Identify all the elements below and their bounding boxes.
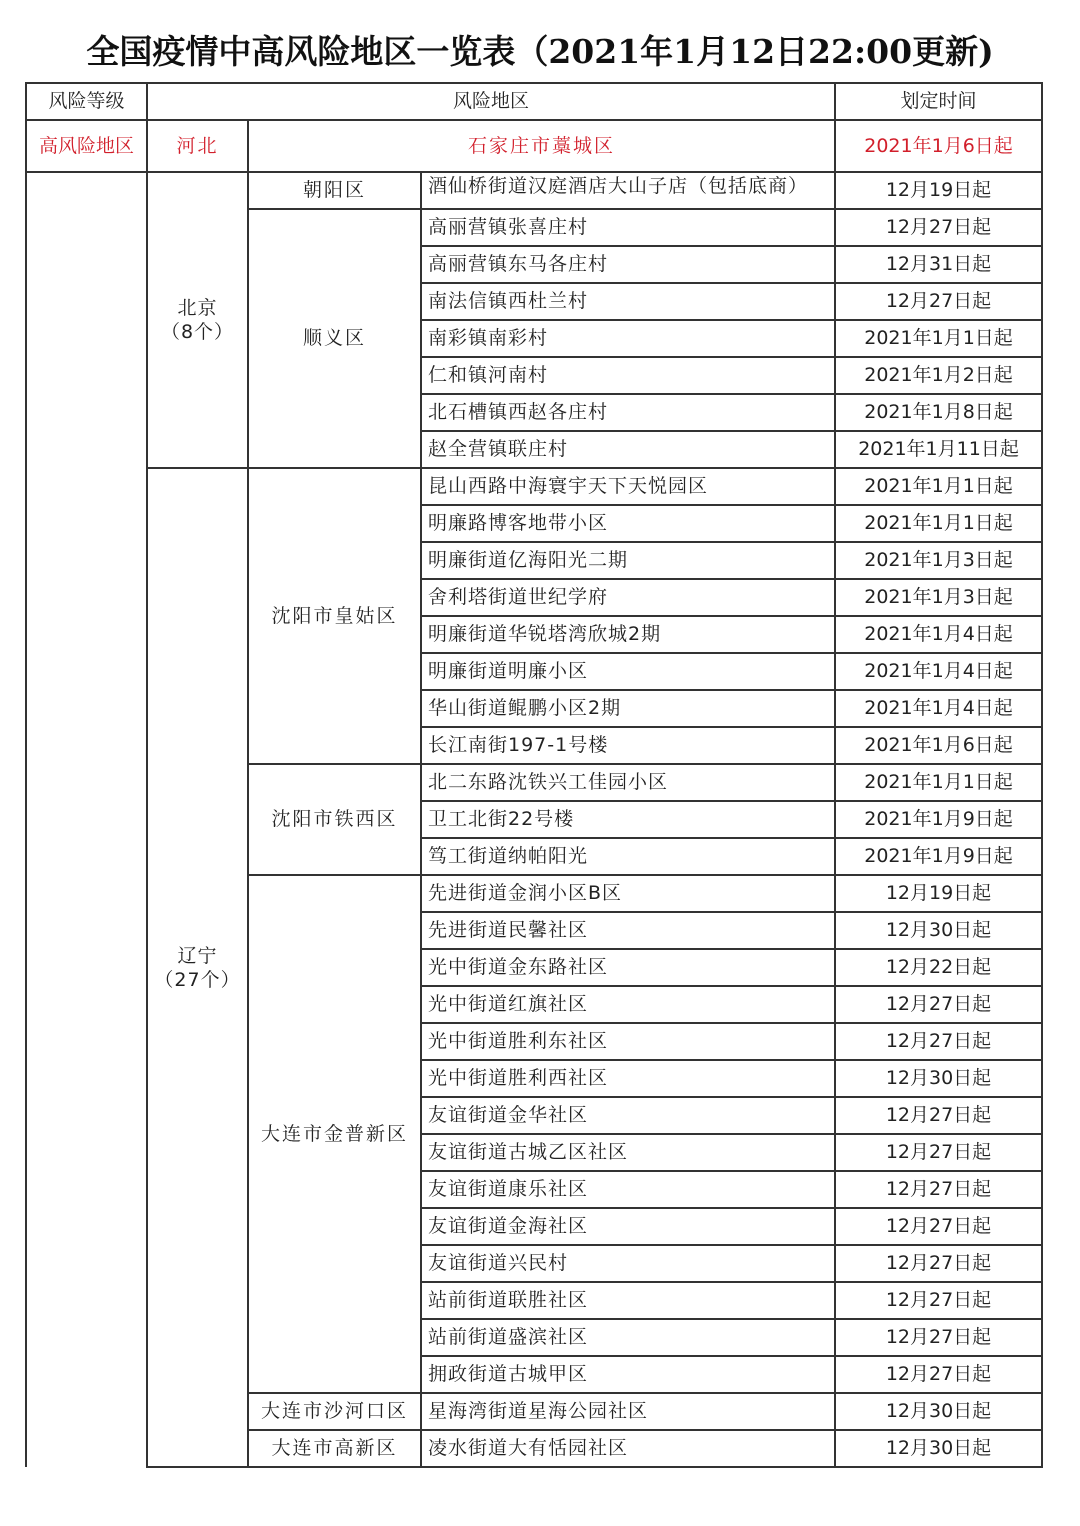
address-cell: 星海湾街道星海公园社区 (421, 1393, 835, 1430)
address-cell (421, 172, 835, 209)
designated-time-cell: 2021年1月3日起 (835, 579, 1042, 616)
risk-area-table (25, 82, 1043, 1468)
address-cell: 凌水街道大有恬园社区 (421, 1430, 835, 1467)
designated-time-cell: 12月30日起 (835, 1393, 1042, 1430)
address-cell: 友谊街道金海社区 (421, 1208, 835, 1245)
address-cell: 友谊街道康乐社区 (421, 1171, 835, 1208)
header-designated-time: 划定时间 (835, 83, 1042, 120)
district-cell: 大连市金普新区 (248, 875, 421, 1393)
table-header-row (26, 83, 1042, 120)
page-title: 全国疫情中高风险地区一览表（2021年1月12日22:00更新) (86, 32, 994, 71)
designated-time-cell: 2021年1月11日起 (835, 431, 1042, 468)
address-cell: 先进街道民馨社区 (421, 912, 835, 949)
district-cell: 顺义区 (248, 209, 421, 468)
address-cell: 高丽营镇东马各庄村 (421, 246, 835, 283)
district-cell: 沈阳市皇姑区 (248, 468, 421, 764)
header-risk-area: 风险地区 (147, 83, 835, 120)
province-cell (147, 172, 248, 468)
address-cell: 明廉街道明廉小区 (421, 653, 835, 690)
address-cell: 长江南街197-1号楼 (421, 727, 835, 764)
designated-time-cell: 2021年1月4日起 (835, 616, 1042, 653)
designated-time-cell: 12月30日起 (835, 912, 1042, 949)
district-cell: 大连市沙河口区 (248, 1393, 421, 1430)
designated-time-cell: 12月27日起 (835, 1245, 1042, 1282)
table-row (26, 468, 1042, 505)
address-cell: 仁和镇河南村 (421, 357, 835, 394)
high-risk-row (26, 120, 1042, 172)
designated-time-cell: 12月27日起 (835, 1208, 1042, 1245)
designated-time-cell: 12月30日起 (835, 1060, 1042, 1097)
address-cell: 光中街道金东路社区 (421, 949, 835, 986)
designated-time-cell: 12月30日起 (835, 1430, 1042, 1467)
address-cell: 光中街道胜利西社区 (421, 1060, 835, 1097)
address-cell: 赵全营镇联庄村 (421, 431, 835, 468)
designated-time-cell: 12月27日起 (835, 283, 1042, 320)
designated-time-cell: 12月27日起 (835, 1097, 1042, 1134)
designated-time-cell: 2021年1月6日起 (835, 727, 1042, 764)
high-risk-area: 石家庄市藁城区 (248, 120, 835, 172)
designated-time-cell: 2021年1月9日起 (835, 801, 1042, 838)
address-cell: 舍利塔街道世纪学府 (421, 579, 835, 616)
address-cell: 站前街道盛滨社区 (421, 1319, 835, 1356)
designated-time-cell: 12月27日起 (835, 1282, 1042, 1319)
header-risk-level: 风险等级 (26, 83, 147, 120)
designated-time-cell: 2021年1月4日起 (835, 690, 1042, 727)
address-cell: 明廉街道亿海阳光二期 (421, 542, 835, 579)
designated-time-cell: 12月27日起 (835, 1356, 1042, 1393)
province-cell (147, 468, 248, 1467)
designated-time-cell: 2021年1月3日起 (835, 542, 1042, 579)
address-cell: 北二东路沈铁兴工佳园小区 (421, 764, 835, 801)
address-cell: 友谊街道古城乙区社区 (421, 1134, 835, 1171)
high-risk-province: 河北 (147, 120, 248, 172)
designated-time-cell: 2021年1月1日起 (835, 505, 1042, 542)
address-cell: 友谊街道金华社区 (421, 1097, 835, 1134)
address-cell: 卫工北街22号楼 (421, 801, 835, 838)
designated-time-cell: 2021年1月4日起 (835, 653, 1042, 690)
address-cell: 南法信镇西杜兰村 (421, 283, 835, 320)
address-text: 酒仙桥街道汉庭酒店大山子店（包括底商） (428, 175, 809, 197)
district-cell: 朝阳区 (248, 172, 421, 209)
address-cell: 友谊街道兴民村 (421, 1245, 835, 1282)
designated-time-cell: 2021年1月2日起 (835, 357, 1042, 394)
designated-time-cell: 12月27日起 (835, 1319, 1042, 1356)
province-name: 辽宁 (177, 944, 218, 967)
address-cell: 明廉路博客地带小区 (421, 505, 835, 542)
designated-time-cell: 12月19日起 (835, 172, 1042, 209)
designated-time-cell: 12月27日起 (835, 1023, 1042, 1060)
designated-time-cell: 12月27日起 (835, 209, 1042, 246)
designated-time-cell: 12月27日起 (835, 1171, 1042, 1208)
province-name: 北京 (177, 297, 218, 319)
high-risk-time: 2021年1月6日起 (835, 120, 1042, 172)
designated-time-cell: 12月27日起 (835, 986, 1042, 1023)
province-count: （27个） (154, 968, 241, 991)
designated-time-cell: 12月27日起 (835, 1134, 1042, 1171)
address-cell: 光中街道胜利东社区 (421, 1023, 835, 1060)
designated-time-cell: 2021年1月1日起 (835, 468, 1042, 505)
address-cell: 北石槽镇西赵各庄村 (421, 394, 835, 431)
address-cell: 华山街道鲲鹏小区2期 (421, 690, 835, 727)
address-cell: 昆山西路中海寰宇天下天悦园区 (421, 468, 835, 505)
district-cell: 沈阳市铁西区 (248, 764, 421, 875)
designated-time-cell: 2021年1月1日起 (835, 320, 1042, 357)
address-cell: 光中街道红旗社区 (421, 986, 835, 1023)
address-cell: 南彩镇南彩村 (421, 320, 835, 357)
address-cell: 拥政街道古城甲区 (421, 1356, 835, 1393)
district-cell: 大连市高新区 (248, 1430, 421, 1467)
designated-time-cell: 2021年1月8日起 (835, 394, 1042, 431)
address-cell: 高丽营镇张喜庄村 (421, 209, 835, 246)
medium-risk-level-cell (26, 172, 147, 1467)
designated-time-cell: 12月22日起 (835, 949, 1042, 986)
designated-time-cell: 12月19日起 (835, 875, 1042, 912)
designated-time-cell: 2021年1月9日起 (835, 838, 1042, 875)
address-cell: 站前街道联胜社区 (421, 1282, 835, 1319)
address-cell: 明廉街道华锐塔湾欣城2期 (421, 616, 835, 653)
designated-time-cell: 2021年1月1日起 (835, 764, 1042, 801)
table-row (26, 172, 1042, 209)
address-cell: 先进街道金润小区B区 (421, 875, 835, 912)
address-cell: 笃工街道纳帕阳光 (421, 838, 835, 875)
designated-time-cell: 12月31日起 (835, 246, 1042, 283)
high-risk-level-label: 高风险地区 (26, 120, 147, 172)
province-count: （8个） (160, 321, 235, 343)
